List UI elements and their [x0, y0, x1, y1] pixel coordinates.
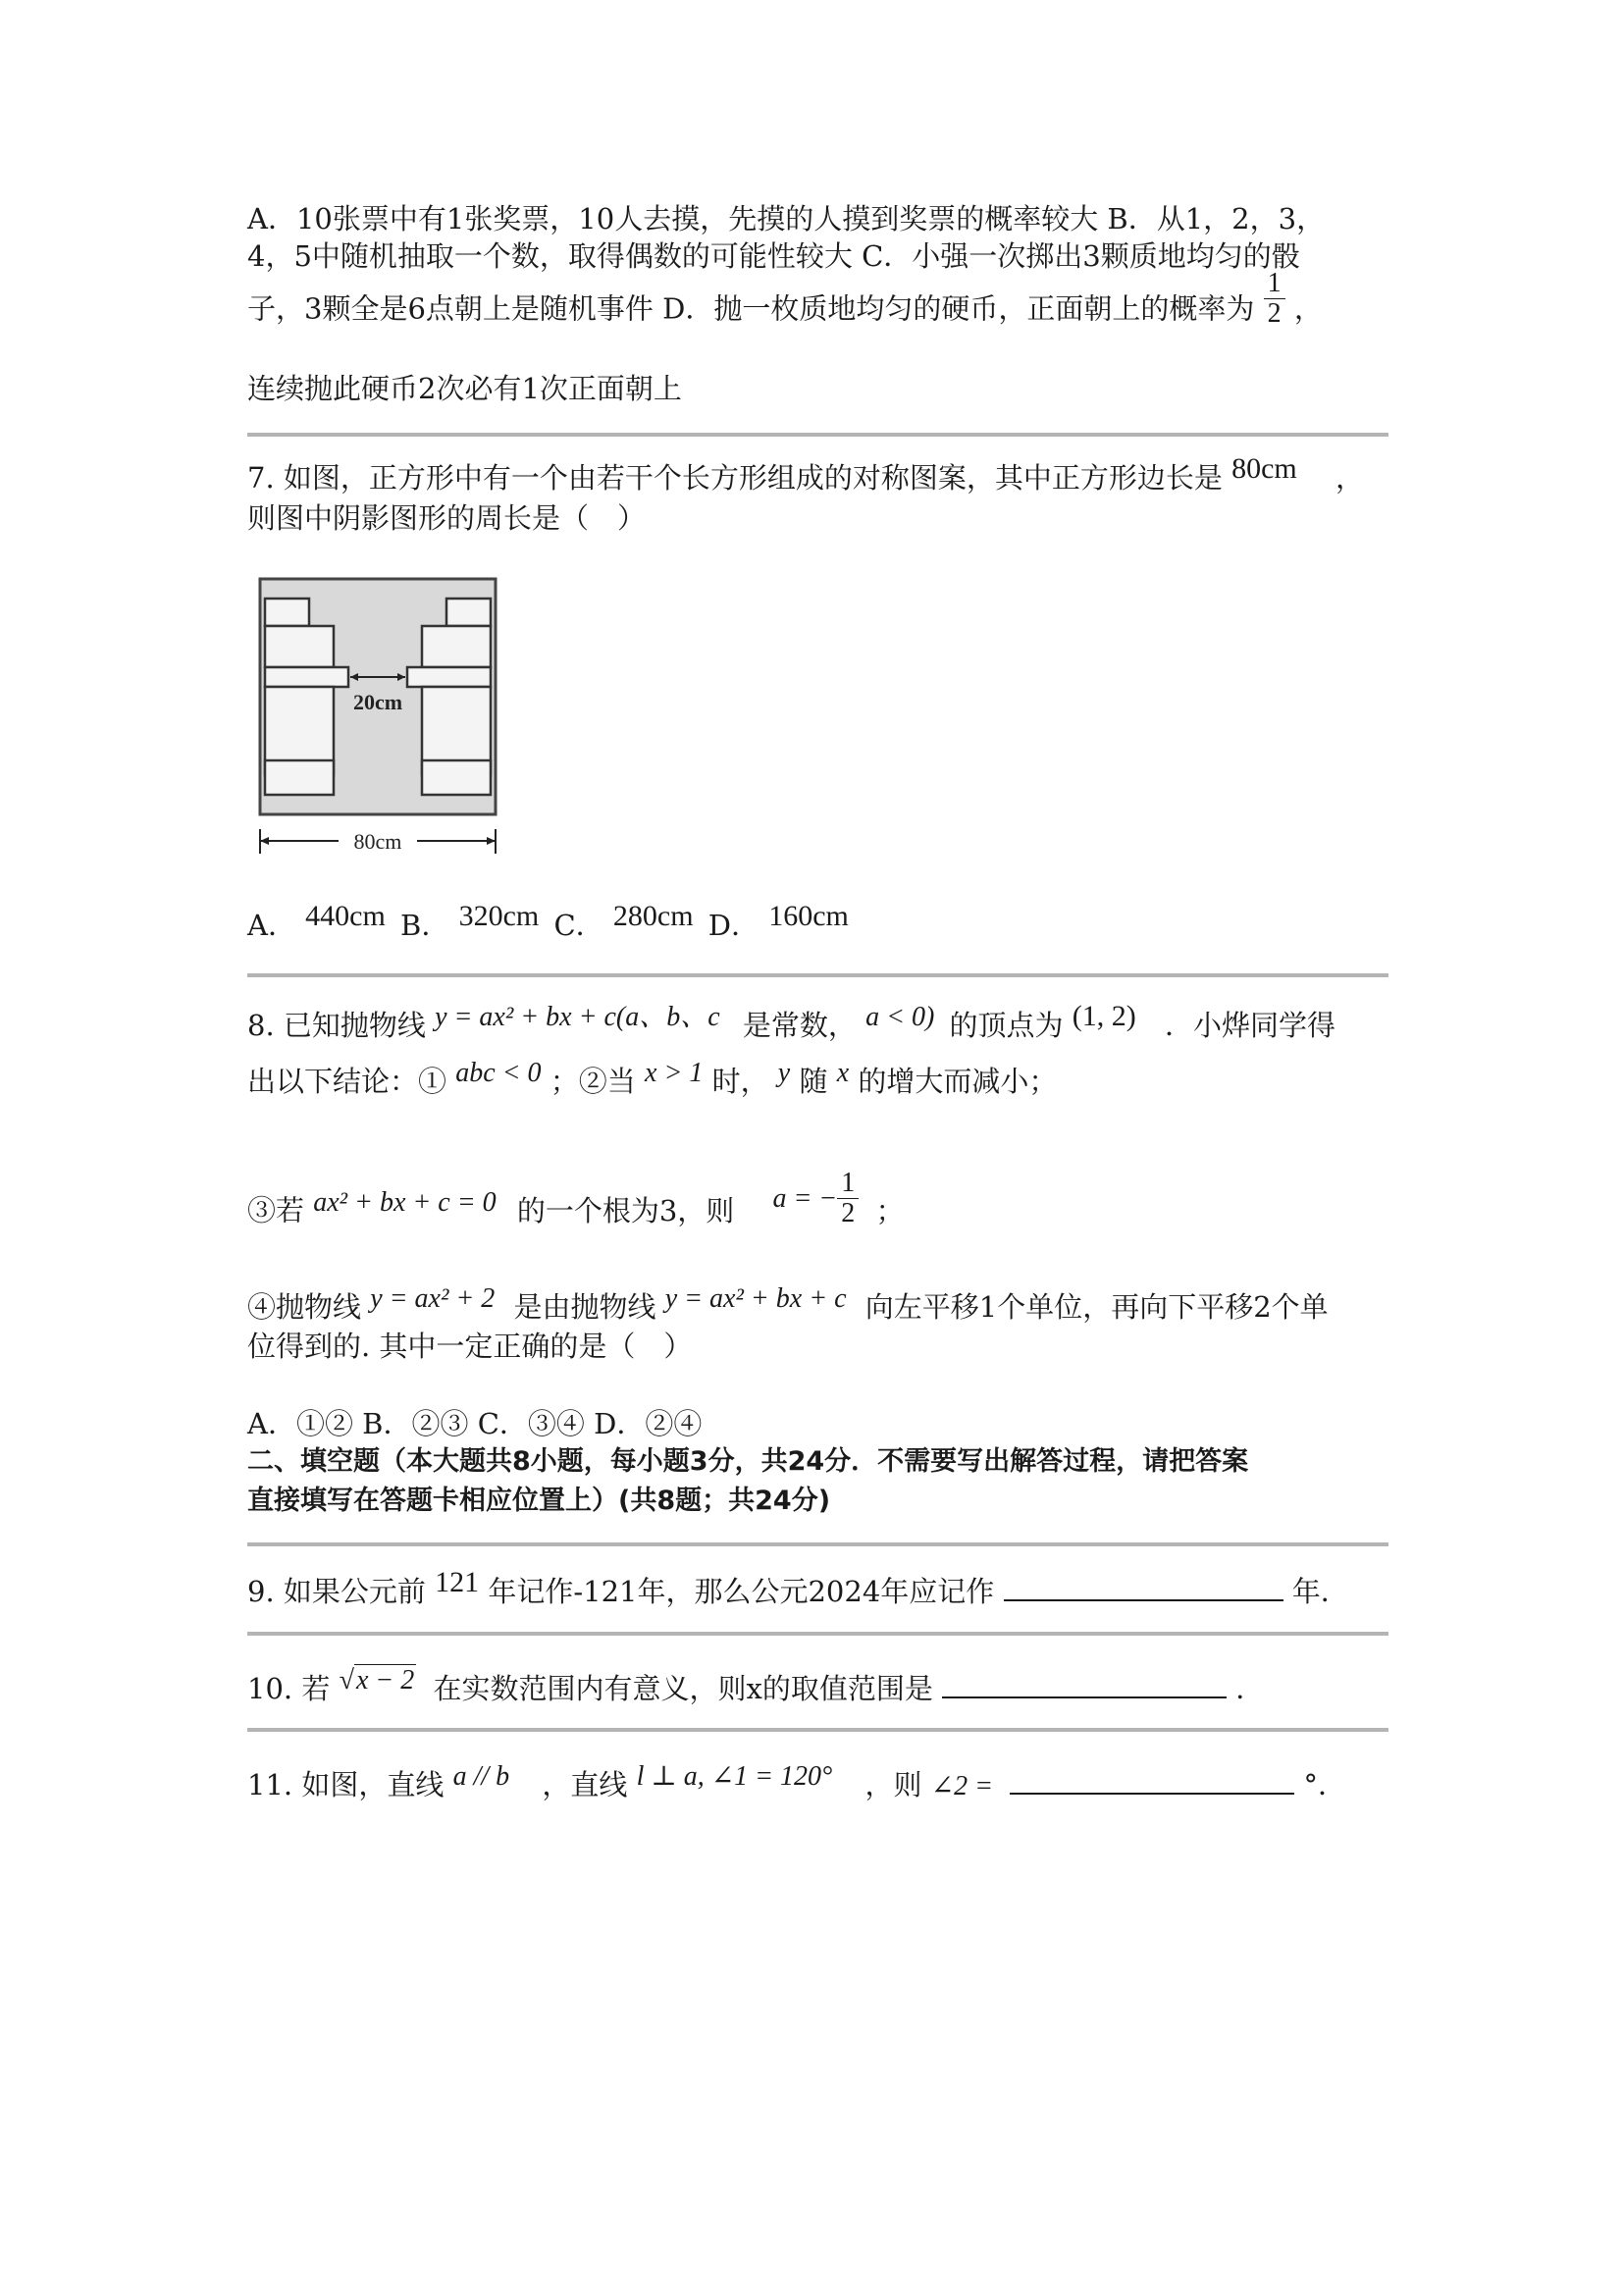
q8-line-4-end: 向左平移1个单位，再向下平移2个单	[864, 1290, 1329, 1324]
right-arm	[407, 667, 491, 687]
q8-line-5: 位得到的. 其中一定正确的是（ ）	[247, 1330, 693, 1363]
q10-line	[247, 1667, 1264, 1710]
fraction-numerator: 1	[1264, 269, 1285, 299]
section-2-heading-line-2: 直接填写在答题卡相应位置上）(共8题；共24分)	[247, 1486, 831, 1516]
q11-line	[247, 1763, 1346, 1806]
q8-line-1-end: ．小烨同学得	[1164, 1009, 1335, 1042]
q11-text-start: 11. 如图，直线	[247, 1768, 445, 1801]
q6-option-line-1: A．10张票中有1张奖票，10人去摸，先摸的人摸到奖票的概率较大 B．从1，2，3，	[247, 202, 1326, 235]
q9-answer-blank[interactable]	[1004, 1570, 1283, 1601]
q8-line-4	[247, 1283, 1329, 1329]
q11-text-mid1: ，直线	[542, 1768, 628, 1801]
left-rect-bottom	[265, 760, 334, 795]
q6-option-line-3-text: 子，3颗全是6点朝上是随机事件 D．抛一枚质地均匀的硬币，正面朝上的概率为	[247, 291, 1255, 326]
q7-option-d-label: D．	[707, 909, 760, 942]
square-pattern-diagram	[255, 574, 510, 859]
q9-line	[247, 1566, 1349, 1612]
q7-line-1	[247, 452, 1364, 498]
q7-line-1-end: ，	[1335, 461, 1364, 495]
q8-line-2-end: 的增大而减小；	[858, 1065, 1058, 1098]
q8-condition: a < 0)	[865, 1002, 935, 1032]
q10-text-start: 10. 若	[247, 1672, 331, 1705]
q8-var-y: y	[777, 1058, 791, 1088]
section-divider	[247, 1542, 1388, 1546]
fraction-one-half	[1264, 269, 1285, 329]
fraction-one-half	[837, 1169, 859, 1228]
q8-parabola-equation: y = ax² + bx + c(a、b、c	[435, 1002, 720, 1032]
q7-option-b-label: B．	[400, 909, 450, 942]
q8-var-x: x	[836, 1058, 850, 1088]
right-rect-bottom	[422, 760, 491, 795]
q11-parallel-lines: a // b	[452, 1761, 510, 1792]
q8-line-4-text: ④抛物线	[247, 1290, 362, 1324]
left-rect-top-large	[265, 626, 334, 667]
q8-quadratic-equation: ax² + bx + c = 0	[313, 1186, 497, 1218]
section-divider	[247, 433, 1388, 437]
q8-vertex: (1, 2)	[1072, 1000, 1136, 1032]
q7-options	[247, 900, 849, 946]
q8-line-1-text: 8. 已知抛物线	[247, 1009, 426, 1042]
q8-line-1-mid1: 是常数，	[742, 1009, 857, 1042]
q8-line-1-mid2: 的顶点为	[949, 1009, 1064, 1042]
q10-radicand: x − 2	[355, 1665, 415, 1696]
q8-parabola-original: y = ax² + bx + c	[664, 1283, 847, 1314]
q6-option-line-3	[247, 268, 1323, 340]
q8-line-2-mid3: 随	[799, 1065, 828, 1098]
bottom-arrow-left	[260, 837, 269, 845]
q9-year-number: 121	[435, 1566, 480, 1598]
q7-side-length: 80cm	[1231, 452, 1297, 485]
right-rect-top-large	[422, 626, 491, 667]
q6-option-line-2: 4，5中随机抽取一个数，取得偶数的可能性较大 C．小强一次掷出3颗质地均匀的骰	[247, 239, 1300, 273]
right-rect-top-small	[446, 599, 491, 626]
q6-option-line-4: 连续抛此硬币2次必有1次正面朝上	[247, 372, 682, 405]
q7-option-b-value: 320cm	[458, 900, 540, 932]
q7-option-a-value: 440cm	[305, 900, 386, 932]
q11-answer-blank[interactable]	[1010, 1763, 1294, 1795]
inner-dimension-label: 20cm	[352, 690, 403, 714]
q10-answer-blank[interactable]	[942, 1667, 1227, 1698]
q11-text-mid2: ，则	[864, 1768, 922, 1801]
q8-a-equals: a = −	[772, 1182, 838, 1214]
q8-options: A．①② B．②③ C．③④ D．②④	[247, 1407, 703, 1440]
q7-option-c-value: 280cm	[612, 900, 694, 932]
q8-line-3-text: ③若	[247, 1193, 305, 1227]
left-rect-top-small	[265, 599, 309, 626]
q7-line-1-text: 7. 如图，正方形中有一个由若干个长方形组成的对称图案，其中正方形边长是	[247, 461, 1223, 495]
section-divider	[247, 1632, 1388, 1636]
q8-line-3	[247, 1168, 905, 1242]
q7-figure	[255, 574, 510, 862]
q11-perpendicular-angle: l ⊥ a, ∠1 = 120°	[636, 1761, 833, 1792]
q10-square-root: √x − 2	[339, 1665, 415, 1696]
fraction-denominator: 2	[841, 1198, 856, 1228]
q8-line-2-mid1: ；②当	[550, 1065, 636, 1098]
q9-text-start: 9. 如果公元前	[247, 1575, 426, 1608]
q8-line-2	[247, 1058, 1058, 1103]
q8-conclusion-2: x > 1	[645, 1058, 704, 1088]
left-arm	[265, 667, 348, 687]
fraction-denominator: 2	[1267, 298, 1282, 329]
q10-text-end: ．	[1235, 1672, 1265, 1705]
q9-text-end: 年．	[1291, 1575, 1349, 1608]
section-2-heading-line-1: 二、填空题（本大题共8小题，每小题3分，共24分．不需要写出解答过程，请把答案	[247, 1446, 1249, 1477]
bottom-dimension-label: 80cm	[353, 829, 402, 854]
q8-conclusion-1: abc < 0	[455, 1058, 542, 1088]
q8-line-2-text: 出以下结论：①	[247, 1065, 447, 1098]
bottom-arrow-right	[487, 837, 496, 845]
q8-line-2-mid2: 时，	[711, 1065, 769, 1098]
section-divider	[247, 1728, 1388, 1732]
q8-line-3-end: ；	[875, 1193, 905, 1227]
q9-text-mid: 年记作-121年，那么公元2024年应记作	[488, 1575, 995, 1608]
q8-line-1	[247, 1000, 1335, 1047]
q8-line-3-mid: 的一个根为3，则	[516, 1193, 735, 1227]
section-divider	[247, 973, 1388, 977]
q7-option-a-label: A．	[247, 909, 296, 942]
fraction-numerator: 1	[837, 1169, 859, 1199]
q6-option-line-3-end: ，	[1293, 291, 1323, 326]
q11-angle-2: ∠2 =	[930, 1771, 994, 1801]
q8-parabola-shifted: y = ax² + 2	[370, 1283, 496, 1314]
q7-option-c-label: C．	[553, 909, 604, 942]
q7-option-d-value: 160cm	[768, 900, 849, 932]
q10-text-mid: 在实数范围内有意义，则x的取值范围是	[433, 1672, 933, 1705]
q11-text-end: °．	[1303, 1768, 1347, 1801]
q8-line-4-mid: 是由抛物线	[513, 1290, 656, 1324]
q7-line-2: 则图中阴影图形的周长是（ ）	[247, 501, 647, 535]
